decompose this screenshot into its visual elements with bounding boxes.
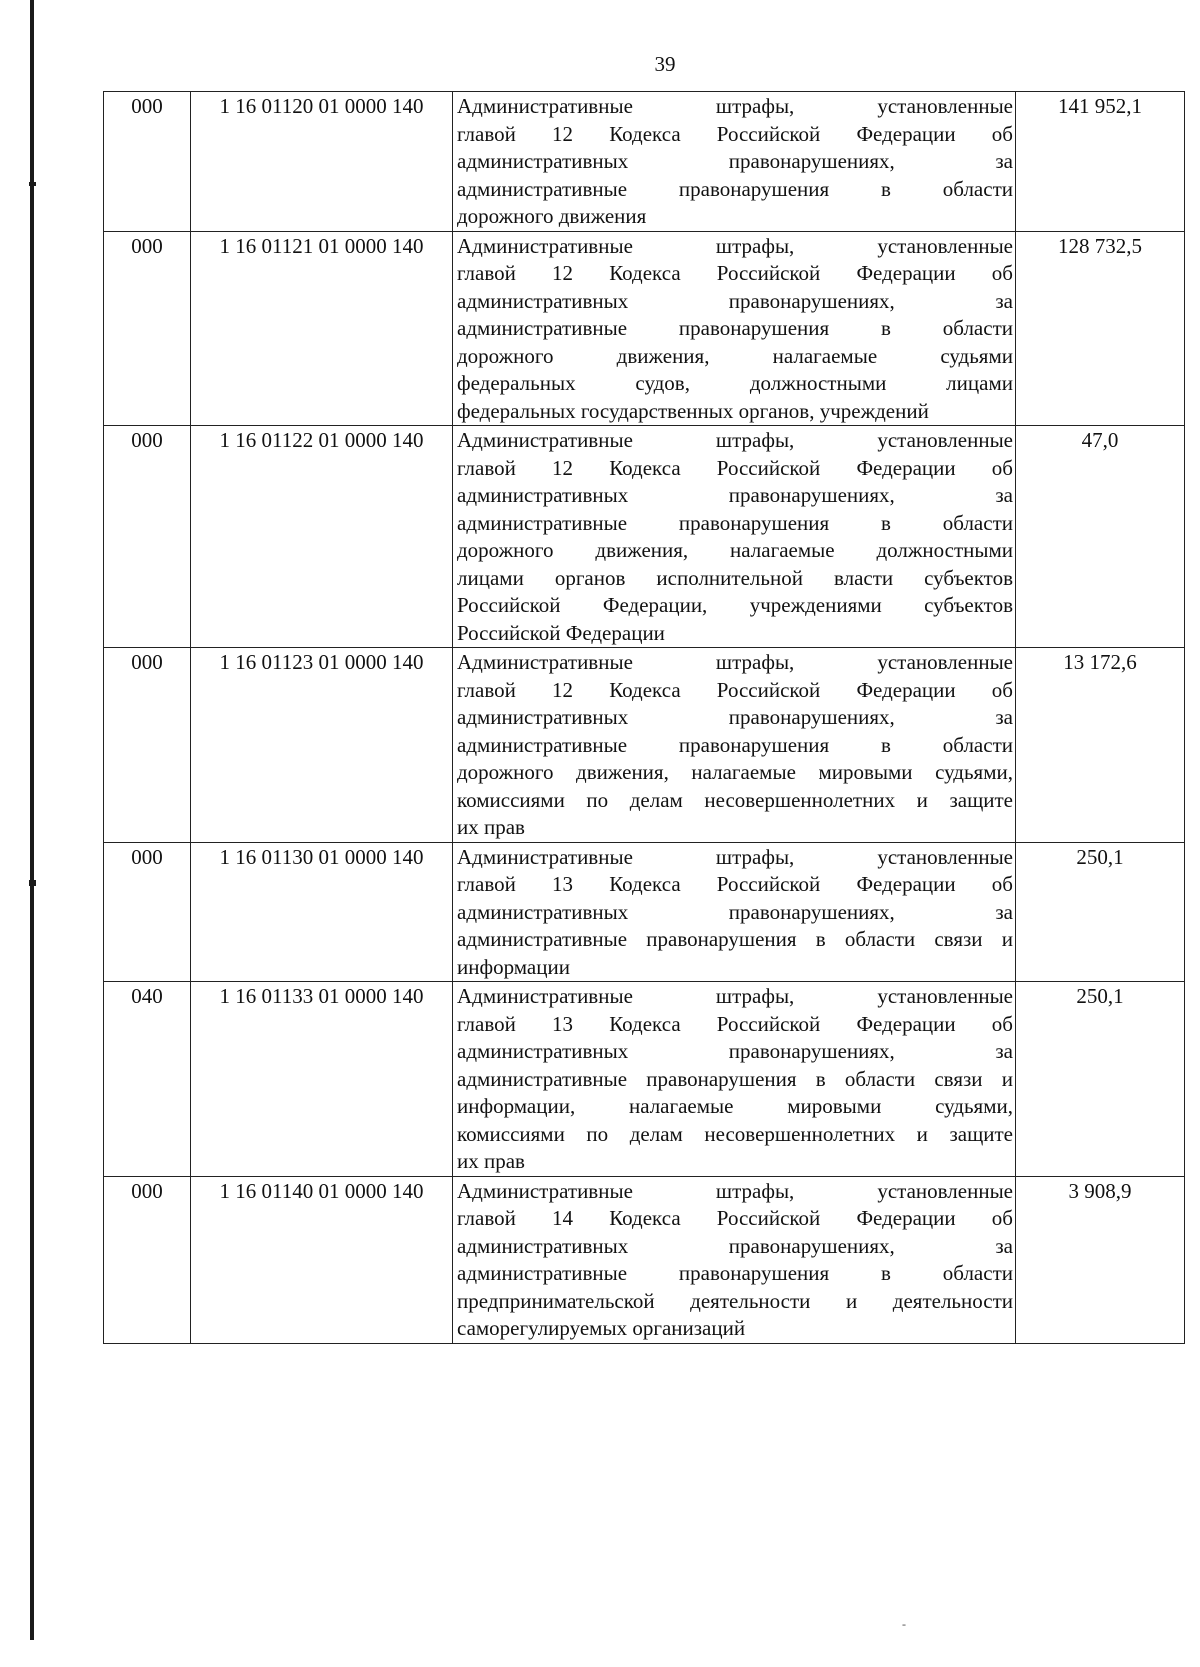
budget-code-cell: 1 16 01120 01 0000 140 (191, 92, 453, 232)
amount-cell: 3 908,9 (1016, 1177, 1185, 1344)
revenue-name-cell (453, 92, 1016, 232)
budget-code-cell: 1 16 01121 01 0000 140 (191, 232, 453, 427)
revenue-name-line: административные правонарушения в области связи и (457, 927, 1013, 951)
budget-code-cell: 1 16 01122 01 0000 140 (191, 426, 453, 648)
admin-code-cell: 000 (104, 843, 191, 983)
revenue-name-cell (453, 982, 1016, 1177)
budget-code-cell: 1 16 01123 01 0000 140 (191, 648, 453, 843)
revenue-name-line: Административные штрафы, установленные (457, 428, 1013, 452)
admin-code-cell: 000 (104, 92, 191, 232)
table-row (104, 92, 1185, 232)
revenue-name-line: саморегулируемых организаций (457, 1316, 746, 1340)
revenue-name-line: лицами органов исполнительной власти субъектов (457, 565, 1013, 590)
revenue-name-line: их прав (457, 1149, 525, 1173)
revenue-name-line: федеральных государственных органов, учреждений (457, 398, 929, 423)
revenue-name-line: дорожного движения (457, 204, 647, 228)
revenue-name-line: главой 12 Кодекса Российской Федерации об (457, 677, 1013, 702)
revenue-name-line: информации (457, 954, 570, 979)
revenue-name-line: комиссиями по делам несовершеннолетних и защите (457, 1121, 1013, 1146)
revenue-name-line: административных правонарушениях, за (457, 705, 1013, 729)
revenue-name-line: дорожного движения, налагаемые мировыми судьями, (457, 760, 1013, 784)
admin-code-cell: 000 (104, 232, 191, 427)
budget-code-cell: 1 16 01133 01 0000 140 (191, 982, 453, 1177)
revenue-name-line: административных правонарушениях, за (457, 483, 1013, 507)
admin-code-cell: 000 (104, 648, 191, 843)
revenue-name-line: административные правонарушения в области (457, 316, 1013, 340)
revenue-name-line: информации, налагаемые мировыми судьями, (457, 1094, 1013, 1118)
amount-cell: 47,0 (1016, 426, 1185, 648)
amount-cell: 13 172,6 (1016, 648, 1185, 843)
revenue-name-line: административные правонарушения в области (457, 732, 1013, 757)
revenue-name-line: федеральных судов, должностными лицами (457, 371, 1013, 395)
binding-edge-tick (29, 182, 36, 186)
revenue-name-line: их прав (457, 815, 525, 839)
revenue-name-line: Административные штрафы, установленные (457, 1178, 1013, 1203)
revenue-name-cell (453, 843, 1016, 983)
revenue-name-line: главой 12 Кодекса Российской Федерации об (457, 261, 1013, 285)
table-row (104, 982, 1185, 1177)
revenue-name-line: предпринимательской деятельности и деятельности (457, 1288, 1013, 1313)
revenue-name-line: дорожного движения, налагаемые должностными (457, 538, 1013, 562)
revenue-name-line: главой 12 Кодекса Российской Федерации об (457, 121, 1013, 146)
revenue-name-cell (453, 232, 1016, 427)
table-row (104, 843, 1185, 983)
revenue-name-line: комиссиями по делам несовершеннолетних и защите (457, 787, 1013, 812)
revenue-name-line: Административные штрафы, установленные (457, 233, 1013, 258)
revenue-name-line: главой 13 Кодекса Российской Федерации об (457, 1011, 1013, 1036)
page-number: 39 (654, 52, 676, 76)
budget-code-cell: 1 16 01140 01 0000 140 (191, 1177, 453, 1344)
revenue-name-line: административные правонарушения в области связи и (457, 1066, 1013, 1091)
revenue-table (103, 91, 1185, 1344)
revenue-name-line: Российской Федерации, учреждениями субъектов (457, 593, 1013, 617)
revenue-name-line: Административные штрафы, установленные (457, 844, 1013, 869)
revenue-name-line: Административные штрафы, установленные (457, 650, 1013, 674)
revenue-name-line: административные правонарушения в области (457, 510, 1013, 535)
revenue-name-cell (453, 648, 1016, 843)
page-foot-mark: - (902, 1617, 906, 1631)
revenue-name-line: административные правонарушения в области (457, 176, 1013, 201)
amount-cell: 141 952,1 (1016, 92, 1185, 232)
revenue-name-cell (453, 426, 1016, 648)
revenue-name-line: административных правонарушениях, за (457, 288, 1013, 313)
revenue-name-line: административных правонарушениях, за (457, 899, 1013, 924)
table-row (104, 426, 1185, 648)
revenue-name-line: Российской Федерации (457, 620, 665, 645)
revenue-name-line: Административные штрафы, установленные (457, 94, 1013, 118)
table-row (104, 1177, 1185, 1344)
budget-code-cell: 1 16 01130 01 0000 140 (191, 843, 453, 983)
table-row (104, 648, 1185, 843)
binding-edge-line (30, 0, 34, 1640)
admin-code-cell: 040 (104, 982, 191, 1177)
revenue-name-line: административных правонарушениях, за (457, 1039, 1013, 1063)
revenue-name-line: административных правонарушениях, за (457, 1233, 1013, 1258)
admin-code-cell: 000 (104, 1177, 191, 1344)
amount-cell: 250,1 (1016, 982, 1185, 1177)
revenue-name-cell (453, 1177, 1016, 1344)
revenue-name-line: главой 13 Кодекса Российской Федерации об (457, 872, 1013, 896)
amount-cell: 128 732,5 (1016, 232, 1185, 427)
admin-code-cell: 000 (104, 426, 191, 648)
revenue-name-line: главой 12 Кодекса Российской Федерации об (457, 455, 1013, 480)
table-row (104, 232, 1185, 427)
revenue-name-line: Административные штрафы, установленные (457, 984, 1013, 1008)
amount-cell: 250,1 (1016, 843, 1185, 983)
revenue-name-line: административных правонарушениях, за (457, 149, 1013, 173)
binding-edge-tick (29, 880, 36, 886)
revenue-name-line: административные правонарушения в области (457, 1261, 1013, 1285)
revenue-name-line: главой 14 Кодекса Российской Федерации об (457, 1206, 1013, 1230)
revenue-name-line: дорожного движения, налагаемые судьями (457, 343, 1013, 368)
